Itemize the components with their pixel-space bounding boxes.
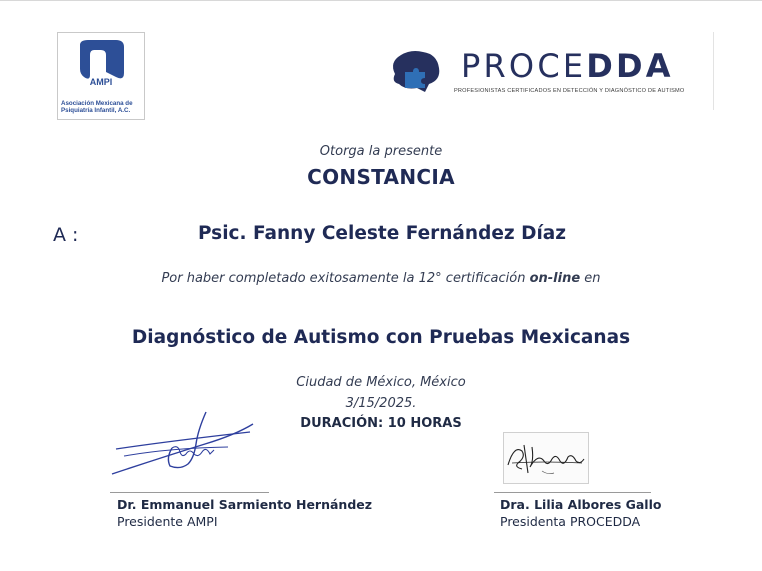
achievement-suffix: en xyxy=(580,271,601,286)
location: Ciudad de México, México xyxy=(296,375,466,390)
signature-left xyxy=(110,408,260,480)
recipient-label: A : xyxy=(53,224,79,246)
procedda-wordmark-light: PROCE xyxy=(461,47,587,85)
signature-line-right xyxy=(494,492,651,493)
top-border-line xyxy=(0,0,762,1)
signer-role-left: Presidente AMPI xyxy=(117,514,218,529)
course-title: Diagnóstico de Autismo con Pruebas Mexicanas xyxy=(131,327,631,348)
achievement-text xyxy=(0,271,762,286)
logo-divider xyxy=(713,32,714,110)
ampi-abbreviation: AMPI xyxy=(89,77,113,87)
brain-puzzle-icon xyxy=(387,48,443,96)
achievement-prefix: Por haber completado exitosamente la 12° certificación xyxy=(161,271,530,286)
achievement-emphasis: on-line xyxy=(529,271,581,286)
signer-role-right: Presidenta PROCEDDA xyxy=(500,514,641,529)
signature-right xyxy=(503,432,589,484)
certificate-title: CONSTANCIA xyxy=(307,165,455,189)
procedda-tagline: PROFESIONISTAS CERTIFICADOS EN DETECCIÓN Y DIAGNÓSTICO DE AUTISMO xyxy=(454,88,685,94)
intro-text: Otorga la presente xyxy=(319,144,443,159)
procedda-wordmark xyxy=(461,47,674,85)
signature-right-scribble xyxy=(504,433,588,483)
procedda-wordmark-bold: DDA xyxy=(586,47,674,85)
ampi-organization-name: Asociación Mexicana de Psiquiatría Infantil, A.C. xyxy=(61,100,133,115)
signer-name-right: Dra. Lilia Albores Gallo xyxy=(500,497,662,512)
signature-line-left xyxy=(110,492,269,493)
duration: DURACIÓN: 10 HORAS xyxy=(300,416,462,431)
procedda-logo xyxy=(387,46,712,102)
issue-date: 3/15/2025. xyxy=(345,396,417,411)
ampi-logo xyxy=(57,32,145,120)
signer-name-left: Dr. Emmanuel Sarmiento Hernández xyxy=(117,497,373,512)
recipient-name: Psic. Fanny Celeste Fernández Díaz xyxy=(197,223,567,244)
